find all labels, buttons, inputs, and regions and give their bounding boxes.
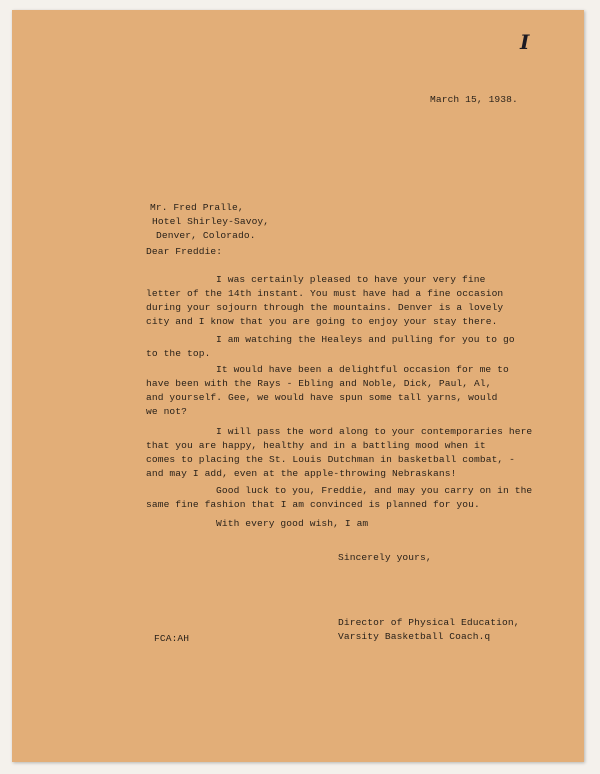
paragraph-line: that you are happy, healthy and in a battling mood when it (146, 440, 486, 451)
paragraph-line: Good luck to you, Freddie, and may you carry on in the (216, 485, 533, 496)
paragraph-line: I am watching the Healeys and pulling for you to go (216, 334, 515, 345)
signature-block (338, 616, 520, 644)
paragraph-line: I will pass the word along to your contemporaries here (216, 426, 533, 437)
body-paragraph (146, 425, 532, 481)
paragraph-line: same fine fashion that I am convinced is planned for you. (146, 499, 480, 510)
salutation: Dear Freddie: (146, 246, 223, 257)
letter-date: March 15, 1938. (430, 94, 518, 105)
address-line: Hotel Shirley-Savoy, (152, 216, 270, 227)
body-paragraph (146, 363, 509, 419)
paragraph-line: It would have been a delightful occasion for me to (216, 364, 509, 375)
paragraph-line: I was certainly pleased to have your very fine (216, 274, 486, 285)
body-paragraph (146, 333, 515, 361)
paragraph-line: during your sojourn through the mountains. Denver is a lovely (146, 302, 504, 313)
reference-initials: FCA:AH (154, 633, 190, 644)
address-line: Denver, Colorado. (156, 230, 256, 241)
paragraph-line: city and I know that you are going to enjoy your stay there. (146, 316, 498, 327)
paragraph-line: letter of the 14th instant. You must have had a fine occasion (146, 288, 504, 299)
paragraph-line: With every good wish, I am (216, 518, 369, 529)
paragraph-line: to the top. (146, 348, 211, 359)
address-line: Mr. Fred Pralle, (150, 202, 244, 213)
letter-page (12, 10, 584, 762)
complimentary-closing: Sincerely yours, (338, 552, 432, 563)
paragraph-line: comes to placing the St. Louis Dutchman in basketball combat, - (146, 454, 516, 465)
signature-line: Varsity Basketball Coach.q (338, 631, 491, 642)
body-paragraph (146, 484, 532, 512)
body-paragraph (146, 517, 368, 531)
body-paragraph (146, 273, 503, 329)
paragraph-line: have been with the Rays - Ebling and Noble, Dick, Paul, Al, (146, 378, 492, 389)
signature-line: Director of Physical Education, (338, 617, 520, 628)
paragraph-line: we not? (146, 406, 188, 417)
page-mark-handwritten: I (520, 30, 530, 54)
paragraph-line: and yourself. Gee, we would have spun some tall yarns, would (146, 392, 498, 403)
recipient-address (150, 201, 269, 243)
paragraph-line: and may I add, even at the apple-throwing Nebraskans! (146, 468, 457, 479)
